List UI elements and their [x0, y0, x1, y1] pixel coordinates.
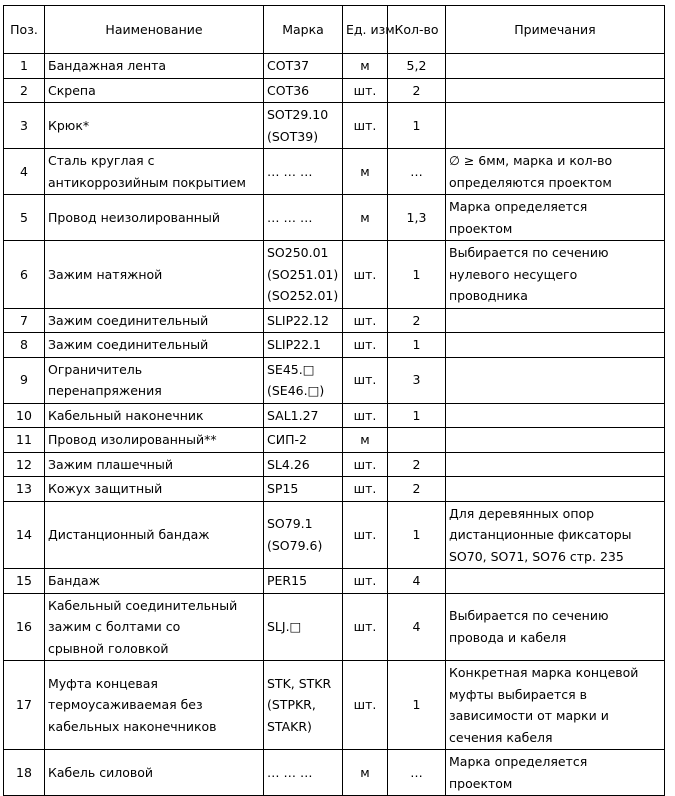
mark-line: SE45.□: [267, 361, 315, 377]
unit-cell: м: [343, 750, 388, 796]
name-line: Бандажная лента: [48, 58, 167, 73]
unit-cell: м: [343, 195, 388, 241]
note-line: сечения кабеля: [449, 729, 553, 745]
quantity-cell: 5,2: [388, 54, 446, 79]
name-cell: [45, 149, 264, 195]
mark-line: (SO79.6): [267, 537, 323, 553]
mark-line: (SOT39): [267, 128, 319, 144]
position-cell: 4: [4, 149, 45, 195]
note-line: проектом: [449, 220, 513, 236]
table-row: [4, 403, 665, 428]
note-cell: [446, 195, 665, 241]
mark-line: SO250.01: [267, 245, 329, 260]
unit-cell: шт.: [343, 501, 388, 569]
name-line: Кабельный наконечник: [48, 407, 204, 423]
mark-cell: [264, 103, 343, 149]
position-cell: 12: [4, 452, 45, 477]
mark-line: … … …: [267, 209, 313, 225]
name-line: Зажим натяжной: [48, 266, 163, 282]
table-row: [4, 149, 665, 195]
table-row: [4, 428, 665, 453]
name-cell: [45, 403, 264, 428]
quantity-cell: 1: [388, 661, 446, 750]
note-cell: [446, 750, 665, 796]
mark-line: COT37: [267, 58, 310, 73]
name-line: Ограничитель: [48, 361, 143, 377]
mark-cell: [264, 333, 343, 358]
note-cell: [446, 477, 665, 502]
name-cell: [45, 661, 264, 750]
quantity-cell: 4: [388, 569, 446, 594]
mark-line: СИП-2: [267, 432, 307, 447]
mark-cell: [264, 750, 343, 796]
unit-cell: шт.: [343, 477, 388, 502]
position-cell: 16: [4, 593, 45, 661]
table-row: [4, 593, 665, 661]
mark-cell: [264, 78, 343, 103]
name-cell: [45, 78, 264, 103]
header-quantity: Кол-во: [388, 6, 446, 54]
mark-cell: [264, 54, 343, 79]
unit-cell: шт.: [343, 661, 388, 750]
name-line: Кабельный соединительный: [48, 597, 238, 613]
position-cell: 7: [4, 308, 45, 333]
name-line: Сталь круглая с: [48, 153, 155, 168]
note-cell: [446, 308, 665, 333]
position-cell: 9: [4, 357, 45, 403]
note-line: зависимости от марки и: [449, 708, 609, 723]
mark-line: SLJ.□: [267, 619, 302, 634]
name-cell: [45, 308, 264, 333]
mark-cell: [264, 593, 343, 661]
mark-line: SL4.26: [267, 456, 310, 472]
mark-cell: [264, 357, 343, 403]
position-cell: 1: [4, 54, 45, 79]
header-notes: Примечания: [446, 6, 665, 54]
note-cell: [446, 357, 665, 403]
mark-cell: [264, 403, 343, 428]
name-cell: [45, 357, 264, 403]
note-line: проектом: [449, 775, 513, 791]
specification-table: [3, 5, 665, 796]
unit-cell: шт.: [343, 103, 388, 149]
name-line: перенапряжения: [48, 383, 162, 398]
mark-line: SLIP22.12: [267, 312, 329, 328]
unit-cell: шт.: [343, 593, 388, 661]
position-cell: 6: [4, 241, 45, 309]
position-cell: 14: [4, 501, 45, 569]
table-row: [4, 661, 665, 750]
mark-line: STAKR): [267, 718, 312, 734]
position-cell: 11: [4, 428, 45, 453]
quantity-cell: 1: [388, 403, 446, 428]
quantity-cell: 1,3: [388, 195, 446, 241]
table-row: [4, 195, 665, 241]
specification-sheet: [3, 5, 664, 796]
unit-cell: м: [343, 149, 388, 195]
quantity-cell: 1: [388, 333, 446, 358]
name-cell: [45, 333, 264, 358]
name-line: Провод неизолированный: [48, 209, 220, 225]
header-position: Поз.: [4, 6, 45, 54]
note-cell: [446, 428, 665, 453]
position-cell: 8: [4, 333, 45, 358]
name-cell: [45, 195, 264, 241]
mark-cell: [264, 195, 343, 241]
mark-line: … … …: [267, 163, 313, 179]
unit-cell: шт.: [343, 569, 388, 594]
position-cell: 3: [4, 103, 45, 149]
table-row: [4, 569, 665, 594]
mark-line: PER15: [267, 573, 308, 588]
name-cell: [45, 501, 264, 569]
position-cell: 5: [4, 195, 45, 241]
unit-cell: шт.: [343, 357, 388, 403]
note-cell: [446, 241, 665, 309]
note-cell: [446, 78, 665, 103]
header-mark: Марка: [264, 6, 343, 54]
mark-line: (STPKR,: [267, 697, 316, 713]
position-cell: 2: [4, 78, 45, 103]
table-row: [4, 103, 665, 149]
table-row: [4, 750, 665, 796]
table-row: [4, 78, 665, 103]
header-row: [4, 6, 665, 54]
name-line: Зажим плашечный: [48, 456, 173, 472]
mark-line: SP15: [267, 481, 299, 496]
name-line: антикоррозийным покрытием: [48, 174, 246, 190]
unit-cell: м: [343, 54, 388, 79]
name-cell: [45, 54, 264, 79]
name-line: Провод изолированный**: [48, 432, 217, 447]
note-line: провода и кабеля: [449, 629, 567, 645]
unit-cell: шт.: [343, 78, 388, 103]
note-line: Выбирается по сечению: [449, 608, 609, 624]
mark-cell: [264, 428, 343, 453]
table-row: [4, 241, 665, 309]
note-cell: [446, 333, 665, 358]
quantity-cell: …: [388, 750, 446, 796]
note-line: муфты выбирается в: [449, 686, 588, 702]
note-cell: [446, 54, 665, 79]
mark-line: SO79.1: [267, 516, 313, 532]
name-line: срывной головкой: [48, 640, 169, 656]
mark-cell: [264, 569, 343, 594]
table-row: [4, 501, 665, 569]
note-cell: [446, 452, 665, 477]
note-line: нулевого несущего: [449, 266, 578, 282]
quantity-cell: 2: [388, 477, 446, 502]
mark-line: (SO252.01): [267, 288, 339, 303]
table-row: [4, 452, 665, 477]
name-cell: [45, 103, 264, 149]
unit-cell: шт.: [343, 452, 388, 477]
mark-line: COT36: [267, 82, 310, 98]
name-line: Кабель силовой: [48, 764, 154, 780]
quantity-cell: 2: [388, 308, 446, 333]
mark-line: STK, STKR: [267, 675, 332, 691]
unit-cell: шт.: [343, 403, 388, 428]
note-line: Конкретная марка концевой: [449, 665, 639, 680]
note-cell: [446, 103, 665, 149]
name-line: Крюк*: [48, 117, 90, 133]
table-row: [4, 54, 665, 79]
note-cell: [446, 593, 665, 661]
position-cell: 15: [4, 569, 45, 594]
note-line: дистанционные фиксаторы: [449, 527, 632, 542]
quantity-cell: 2: [388, 78, 446, 103]
position-cell: 17: [4, 661, 45, 750]
position-cell: 18: [4, 750, 45, 796]
mark-line: … … …: [267, 764, 313, 780]
table-row: [4, 477, 665, 502]
name-line: Дистанционный бандаж: [48, 527, 210, 542]
note-cell: [446, 501, 665, 569]
name-line: термоусаживаемая без: [48, 697, 203, 713]
position-cell: 10: [4, 403, 45, 428]
name-cell: [45, 593, 264, 661]
name-line: кабельных наконечников: [48, 718, 217, 734]
name-line: Скрепа: [48, 82, 96, 98]
name-cell: [45, 452, 264, 477]
name-line: Бандаж: [48, 573, 100, 588]
name-line: Зажим соединительный: [48, 337, 209, 352]
name-cell: [45, 750, 264, 796]
note-cell: [446, 403, 665, 428]
header-name: Наименование: [45, 6, 264, 54]
name-line: Кожух защитный: [48, 481, 163, 496]
quantity-cell: 2: [388, 452, 446, 477]
quantity-cell: 1: [388, 501, 446, 569]
quantity-cell: …: [388, 149, 446, 195]
quantity-cell: 3: [388, 357, 446, 403]
note-line: определяются проектом: [449, 174, 612, 190]
table-row: [4, 333, 665, 358]
mark-cell: [264, 501, 343, 569]
table-row: [4, 357, 665, 403]
name-line: зажим с болтами со: [48, 619, 181, 634]
name-cell: [45, 569, 264, 594]
table-body: [4, 54, 665, 796]
quantity-cell: 4: [388, 593, 446, 661]
name-cell: [45, 241, 264, 309]
mark-cell: [264, 308, 343, 333]
header-unit: Ед. изм.: [343, 6, 388, 54]
note-line: проводника: [449, 288, 528, 303]
name-line: Зажим соединительный: [48, 312, 209, 328]
mark-cell: [264, 661, 343, 750]
mark-line: (SO251.01): [267, 266, 339, 282]
unit-cell: м: [343, 428, 388, 453]
position-cell: 13: [4, 477, 45, 502]
note-cell: [446, 569, 665, 594]
mark-cell: [264, 241, 343, 309]
quantity-cell: 1: [388, 241, 446, 309]
quantity-cell: 1: [388, 103, 446, 149]
unit-cell: шт.: [343, 333, 388, 358]
note-line: Марка определяется: [449, 754, 588, 769]
mark-line: SAL1.27: [267, 407, 319, 423]
note-line: Марка определяется: [449, 199, 588, 214]
mark-cell: [264, 452, 343, 477]
name-cell: [45, 428, 264, 453]
note-line: Для деревянных опор: [449, 505, 595, 521]
table-row: [4, 308, 665, 333]
note-line: Выбирается по сечению: [449, 245, 609, 260]
note-line: SO70, SO71, SO76 стр. 235: [449, 548, 624, 564]
mark-line: SLIP22.1: [267, 337, 321, 352]
unit-cell: шт.: [343, 241, 388, 309]
mark-line: (SE46.□): [267, 383, 325, 398]
note-line: ∅ ≥ 6мм, марка и кол-во: [449, 153, 613, 168]
mark-cell: [264, 477, 343, 502]
quantity-cell: [388, 428, 446, 453]
unit-cell: шт.: [343, 308, 388, 333]
mark-cell: [264, 149, 343, 195]
mark-line: SOT29.10: [267, 107, 329, 122]
note-cell: [446, 149, 665, 195]
name-cell: [45, 477, 264, 502]
name-line: Муфта концевая: [48, 675, 158, 691]
note-cell: [446, 661, 665, 750]
